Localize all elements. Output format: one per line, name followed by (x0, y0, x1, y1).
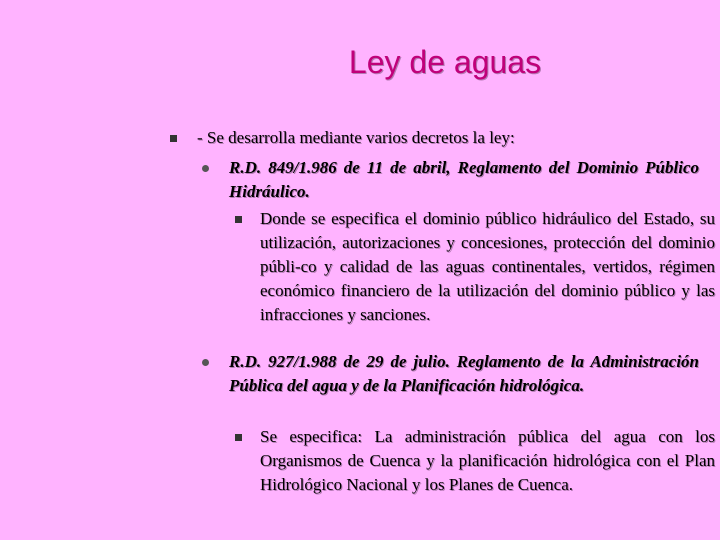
square-bullet-icon (235, 216, 242, 223)
round-bullet-icon (202, 165, 209, 172)
decree-detail-1: Donde se especifica el dominio público hidráulico del Estado, su utilización, autorizaciones y concesiones, protección del dominio públi-co y calidad de las aguas continentales, vertidos, régimen económico financiero de la utilización del dominio público y las infracciones y sanciones. (260, 209, 715, 324)
bullet-lead: - Se desarrolla (197, 128, 296, 147)
decree-heading-1: R.D. 849/1.986 de 11 de abril, Reglamento del Dominio Público Hidráulico. (229, 158, 699, 201)
square-bullet-icon (170, 135, 177, 142)
decree-detail-2: Se especifica: La administración pública del agua con los Organismos de Cuenca y la planificación hidrológica con el Plan Hidrológico Nacional y los Planes de Cuenca. (260, 427, 715, 494)
slide-title: Ley de aguas (348, 44, 542, 80)
decree-heading-2: R.D. 927/1.988 de 29 de julio. Reglamento de la Administración Pública del agua y de la Planificación hidrológica. (229, 352, 699, 395)
bullet-level1 (197, 126, 707, 150)
square-bullet-icon (235, 434, 242, 441)
round-bullet-icon (202, 359, 209, 366)
bullet-text: mediante varios decretos la ley: (295, 128, 515, 147)
